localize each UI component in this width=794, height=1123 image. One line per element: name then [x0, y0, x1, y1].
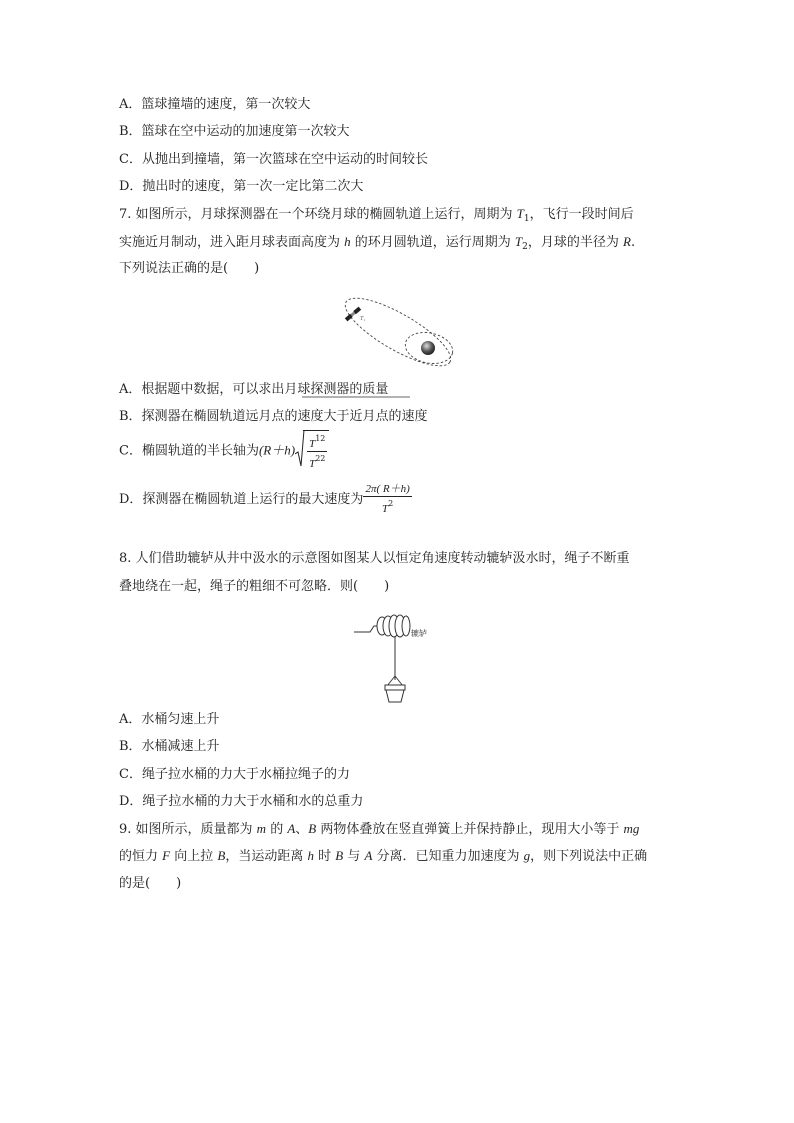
- q6-option-d: D．抛出时的速度，第一次一定比第二次大: [119, 179, 364, 194]
- elliptical-orbit: [337, 292, 459, 372]
- q7-text: 7. 如图所示，月球探测器在一个环绕月球的椭圆轨道上运行，周期为: [119, 207, 517, 222]
- q8-option-c: C．绳子拉水桶的力大于水桶拉绳子的力: [119, 767, 350, 782]
- q6-option-b: B．篮球在空中运动的加速度第一次较大: [119, 124, 350, 139]
- q8-stem-line2: 叠地绕在一起，绳子的粗细不可忽略．则( ): [119, 579, 390, 594]
- q7-option-c-expr: (R＋h): [258, 442, 296, 458]
- q9-text: 向上拉: [170, 849, 218, 864]
- underline-mark: [302, 396, 412, 399]
- q9-var: F: [162, 848, 171, 863]
- frac-den: T: [381, 503, 389, 515]
- q7-stem-line3: 下列说法正确的是( ): [119, 261, 260, 276]
- frac-den: T: [309, 458, 316, 470]
- q9-text: 、: [295, 822, 309, 837]
- q7-var-T: T: [514, 234, 523, 249]
- q9-text: 两物体叠放在竖直弹簧上并保持静止，现用大小等于: [316, 822, 624, 837]
- q9-var: g: [523, 848, 531, 863]
- q7-option-c-text: C．椭圆轨道的半长轴为: [119, 443, 259, 459]
- q9-var: B: [335, 848, 344, 863]
- q9-var: B: [217, 848, 226, 863]
- q9-text: 的恒力: [119, 849, 163, 864]
- q7-option-a-text: A．根据题中数据，可以求出月球探测器的质量: [119, 382, 389, 397]
- q9-var: B: [308, 821, 317, 836]
- q7-var-T: T: [516, 206, 524, 221]
- q6-option-c: C．从抛出到撞墙，第一次篮球在空中运动的时间较长: [119, 152, 428, 167]
- q8-option-a: A．水桶匀速上升: [119, 712, 220, 727]
- q9-stem-line1: [119, 820, 639, 839]
- fraction: [363, 483, 411, 516]
- q7-orbit-figure: [336, 292, 460, 372]
- q9-var: h: [307, 848, 314, 863]
- q7-sub: 1: [523, 214, 530, 224]
- q7-var-h: h: [344, 234, 351, 249]
- q9-var: m: [256, 821, 267, 836]
- frac-num-sup: 12: [315, 434, 326, 443]
- q9-text: 分离．已知重力加速度为: [372, 849, 524, 864]
- q7-text: 的环月圆轨道，运行周期为: [350, 235, 515, 250]
- q7-sub: 2: [522, 242, 528, 252]
- q9-text: 的: [266, 822, 288, 837]
- q9-text: 时: [313, 849, 336, 864]
- q9-stem-line2: [119, 847, 647, 866]
- frac-den-sup: 22: [315, 454, 326, 463]
- q9-var: A: [287, 821, 296, 836]
- q7-stem-line1: [119, 205, 634, 228]
- q7-option-d: [119, 480, 412, 520]
- q9-text: 9. 如图所示，质量都为: [119, 822, 257, 837]
- q9-var: A: [364, 848, 373, 863]
- frac-den-sup: 2: [388, 499, 394, 508]
- sqrt-expression: [295, 430, 329, 472]
- q7-var-R: R: [623, 234, 631, 249]
- windlass-label: 辘轳: [411, 629, 427, 638]
- q7-stem-line2: [119, 233, 635, 256]
- q7-option-b: B．探测器在椭圆轨道远月点的速度大于近月点的速度: [119, 409, 428, 424]
- frac-num: 2π( R＋h): [365, 483, 410, 495]
- q9-text: 与: [343, 849, 365, 864]
- q6-option-a: A．篮球撞墙的速度，第一次较大: [119, 97, 311, 112]
- q7-text: 实施近月制动，进入距月球表面高度为: [119, 235, 345, 250]
- moon-icon: [421, 341, 435, 355]
- orbit-label: T₁: [360, 316, 366, 322]
- q7-text: .: [630, 235, 636, 250]
- q8-stem-line1: 8. 人们借助辘轳从井中汲水的示意图如图某人以恒定角速度转动辘轳汲水时，绳子不断重: [119, 551, 630, 566]
- q8-option-b: B．水桶减速上升: [119, 739, 220, 754]
- bucket-icon: [385, 685, 405, 702]
- q9-text: ，当运动距离: [225, 849, 308, 864]
- crank-handle: [354, 626, 380, 632]
- q9-var: mg: [623, 821, 640, 836]
- q7-option-d-text: D．探测器在椭圆轨道上运行的最大速度为: [119, 492, 364, 507]
- q7-text: ，月球的半径为: [527, 235, 624, 250]
- fraction: [307, 432, 327, 471]
- q9-stem-line3: 的是( ): [119, 876, 182, 891]
- q8-windlass-figure: [352, 604, 442, 704]
- q9-text: ，则下列说法中正确: [530, 849, 648, 864]
- frac-num: T: [309, 438, 316, 450]
- windlass-drum: [377, 615, 410, 637]
- q7-text: ，飞行一段时间后: [529, 207, 634, 222]
- probe-icon: [345, 307, 361, 322]
- q7-option-c: [119, 430, 329, 472]
- q8-option-d: D．绳子拉水桶的力大于水桶和水的总重力: [119, 794, 364, 809]
